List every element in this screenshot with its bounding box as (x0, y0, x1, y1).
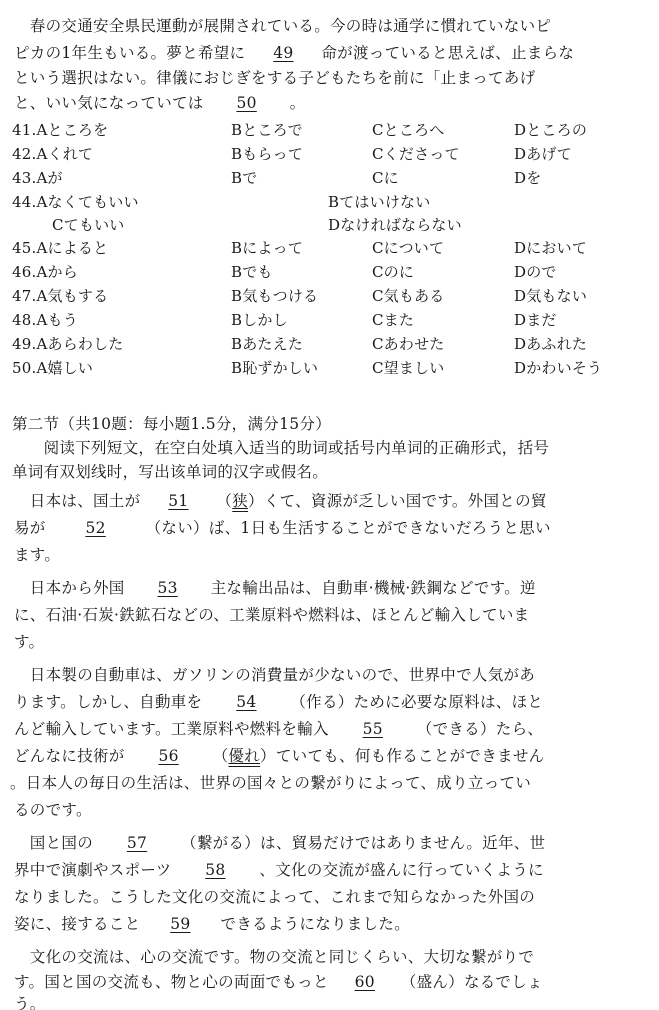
option-a: Aから (36, 263, 78, 281)
passage2-line (14, 744, 544, 768)
passage2-line: るのです。 (14, 801, 92, 819)
option-a: Aくれて (36, 145, 94, 163)
passage1-text: 春の交通安全県民運動が展開されている。今の時は通学に慣れていないピ (14, 17, 552, 35)
double-underlined-word: 狭 (232, 492, 249, 510)
option-d: D気もない (514, 287, 588, 305)
passage2-text: 日本から外国 (14, 579, 125, 597)
option-row-48 (12, 308, 78, 332)
option-c: Cてもいい (52, 216, 125, 234)
passage1-text: ピカの1年生もいる。夢と希望に (14, 44, 246, 62)
option-b: Bもらって (231, 145, 304, 163)
option-a: Aあらわした (36, 335, 124, 353)
section-heading: 第二节（共10题：每小题1.5分，满分15分） (12, 415, 331, 433)
blank-51: 51 (168, 492, 189, 510)
option-d: Dところの (514, 121, 588, 139)
question-number: 44. (12, 193, 37, 211)
blank-60: 60 (354, 973, 375, 991)
passage2-text: んど輸入しています。工業原料や燃料を輸入 (14, 720, 329, 738)
option-c: Cに (372, 169, 399, 187)
passage2-text: す。国と国の交流も、物と心の両面でもっと (14, 973, 329, 991)
question-number: 49. (12, 335, 37, 353)
passage2-line: 。日本人の毎日の生活は、世界の国々との繋がりによって、成り立ってい (10, 774, 532, 792)
option-b: Bで (231, 169, 258, 187)
passage1-text: 。 (289, 94, 306, 112)
option-d: Dあふれた (514, 335, 588, 353)
passage2-line: なりました。こうした文化の交流によって、これまで知らなかった外国の (14, 888, 536, 906)
passage2-line (14, 576, 536, 600)
option-b: Bしかし (231, 311, 288, 329)
passage2-line: に、石油·石炭·鉄鉱石などの、工業原料や燃料は、ほとんど輸入していま (14, 606, 530, 624)
passage2-text: ります。しかし、自動車を (14, 693, 203, 711)
option-row-50 (12, 356, 93, 380)
option-a: Aところを (36, 121, 109, 139)
option-c: Cのに (372, 263, 415, 281)
passage2-line (14, 516, 551, 540)
option-c: Cあわせた (372, 335, 445, 353)
option-a: Aが (36, 169, 63, 187)
passage2-text: 界中で演劇やスポーツ (14, 861, 172, 879)
passage2-text: （できる）たら、 (416, 720, 544, 738)
question-number: 46. (12, 263, 37, 281)
option-c: Cについて (372, 239, 445, 257)
blank-52: 52 (85, 519, 106, 537)
option-c: Cくださって (372, 145, 460, 163)
passage2-line: ます。 (14, 546, 61, 564)
passage1-text: という選択はない。律儀におじぎをする子どもたちを前に「止まってあげ (14, 69, 536, 87)
option-d: Dなければならない (328, 216, 462, 234)
passage2-text: （盛ん）なるでしょ (400, 973, 543, 991)
option-row-43 (12, 166, 63, 190)
passage2-text: （作る）ために必要な原料は、ほと (290, 693, 544, 711)
passage2-text: ）ていても、何も作ることができません (260, 747, 545, 765)
passage2-line: 文化の交流は、心の交流です。物の交流と同じくらい、大切な繋がりで (14, 948, 535, 966)
double-underlined-word: 優れ (228, 747, 261, 765)
passage2-text: 主な輸出品は、自動車·機械·鉄鋼などです。逆 (210, 579, 536, 597)
option-c: Cまた (372, 311, 415, 329)
blank-55: 55 (362, 720, 383, 738)
option-b: B気もつける (231, 287, 319, 305)
option-a: Aによると (36, 239, 109, 257)
passage2-line (14, 831, 545, 855)
instruction-line-1: 阅读下列短文，在空白处填入适当的助词或括号内单词的正确形式，括号 (12, 439, 550, 457)
blank-58: 58 (205, 861, 226, 879)
passage2-text: 日本は、国土が (14, 492, 141, 510)
question-number: 41. (12, 121, 37, 139)
passage2-line: う。 (14, 995, 46, 1010)
passage2-text: どんなに技術が (14, 747, 125, 765)
option-row-45 (12, 236, 108, 260)
passage1-line-1 (14, 14, 551, 38)
blank-49: 49 (273, 44, 294, 62)
blank-57: 57 (126, 834, 148, 852)
option-d: Dかわいそう (514, 359, 603, 377)
passage2-line: 日本製の自動車は、ガソリンの消費量が少ないので、世界中で人気があ (14, 666, 536, 684)
passage2-text: できるようになりました。 (220, 915, 411, 933)
passage1-text: 命が渡っていると思えば、止まらな (321, 44, 575, 62)
passage2-text: （ (212, 747, 229, 765)
option-b: Bてはいけない (328, 193, 431, 211)
question-number: 43. (12, 169, 37, 187)
option-row-41 (12, 118, 108, 142)
passage1-line-4 (14, 91, 305, 115)
blank-50: 50 (236, 94, 257, 112)
option-b: Bあたえた (231, 335, 304, 353)
instruction-line-2: 单词有双划线时，写出该单词的汉字或假名。 (12, 463, 329, 481)
option-row-47 (12, 284, 108, 308)
passage2-line: す。 (14, 633, 45, 651)
passage2-text: ）くて、資源が乏しい国です。外国との貿 (248, 492, 547, 510)
option-a: Aもう (36, 311, 78, 329)
blank-54: 54 (236, 693, 257, 711)
question-number: 42. (12, 145, 37, 163)
passage2-line (14, 858, 544, 882)
passage2-text: 国と国の (14, 834, 94, 852)
passage2-text: 姿に、接すること (14, 915, 141, 933)
option-c: Cところへ (372, 121, 445, 139)
option-row-46 (12, 260, 78, 284)
option-b: Bでも (231, 263, 273, 281)
passage1-line-3 (14, 66, 535, 90)
blank-56: 56 (158, 747, 179, 765)
passage1-text: と、いい気になっていては (14, 94, 204, 112)
passage2-line (14, 690, 543, 714)
passage2-line (14, 489, 547, 513)
passage2-line (14, 912, 410, 936)
passage1-line-2 (14, 41, 574, 65)
question-number: 45. (12, 239, 37, 257)
question-number: 50. (12, 359, 37, 377)
passage2-text: 、文化の交流が盛んに行っていくように (259, 861, 544, 879)
question-number: 47. (12, 287, 37, 305)
blank-53: 53 (157, 579, 178, 597)
passage2-line (14, 717, 543, 741)
option-b: Bところで (231, 121, 303, 139)
option-d: Dまだ (514, 311, 557, 329)
option-d: Dにおいて (514, 239, 588, 257)
option-c: C望ましい (372, 359, 445, 377)
passage2-text: （ (216, 492, 233, 510)
option-row-42 (12, 142, 93, 166)
option-a: A嬉しい (36, 359, 94, 377)
option-b: B恥ずかしい (231, 359, 319, 377)
option-d: Dので (514, 263, 557, 281)
question-number: 48. (12, 311, 37, 329)
option-row-49 (12, 332, 124, 356)
option-d: Dを (514, 169, 542, 187)
passage2-text: （繋がる）は、貿易だけではありません。近年、世 (181, 834, 546, 852)
passage2-text: （ない）ば、1日も生活することができないだろうと思い (145, 519, 551, 537)
blank-59: 59 (170, 915, 191, 933)
option-c: C気もある (372, 287, 445, 305)
passage2-text: 易が (14, 519, 46, 537)
option-d: Dあげて (514, 145, 572, 163)
option-row-44 (12, 190, 139, 214)
passage2-line (14, 970, 543, 994)
option-b: Bによって (231, 239, 304, 257)
option-a: Aなくてもいい (36, 193, 139, 211)
option-a: A気もする (36, 287, 109, 305)
